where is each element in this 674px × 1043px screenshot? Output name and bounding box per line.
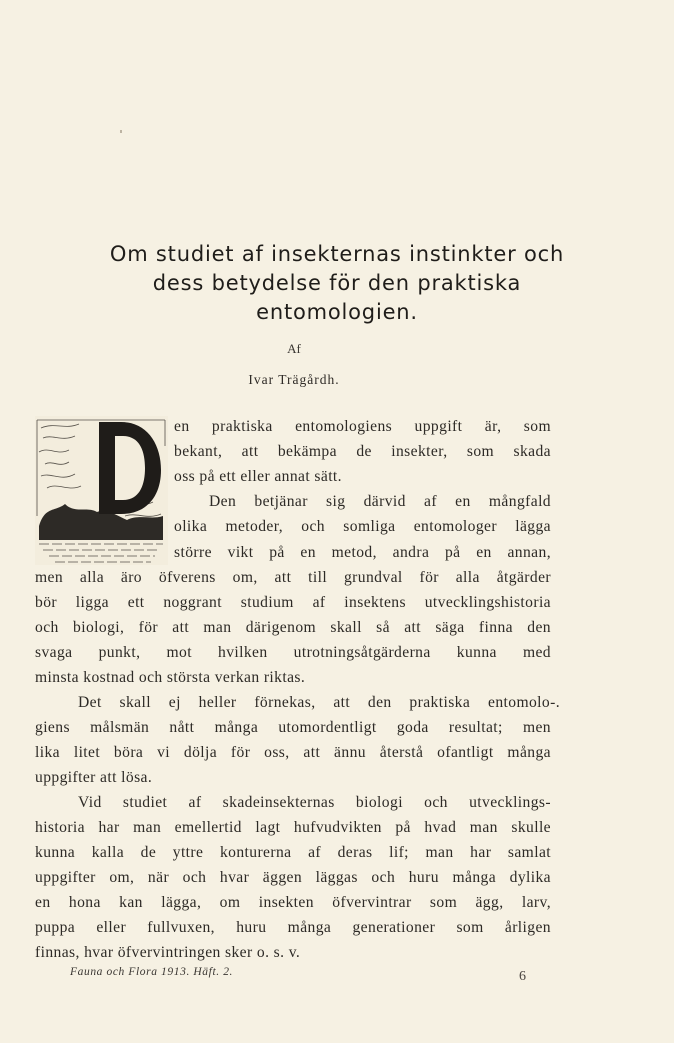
body-line-4: Den betjänar sig därvid af en mångfald [209, 493, 551, 510]
body-line-12: Det skall ej heller förnekas, att den praktiska entomolo-. [78, 694, 560, 711]
body-line-18: kunna kalla de yttre konturerna af deras lif; man har samlat [35, 844, 551, 861]
body-line-11: minsta kostnad och största verkan riktas. [35, 669, 306, 686]
body-line-20: en hona kan lägga, om insekten öfvervintrar som ägg, larv, [35, 894, 551, 911]
journal-footer: Fauna och Flora 1913. Häft. 2. [70, 966, 234, 978]
body-line-22: finnas, hvar öfvervintringen sker o. s. v. [35, 944, 301, 961]
body-line-17: historia har man emellertid lagt hufvudvikten på hvad man skulle [35, 819, 551, 836]
body-line-6: större vikt på en metod, andra på en annan, [174, 544, 551, 561]
title-line-2: dess betydelse för den praktiska [152, 271, 522, 295]
ornamental-drop-cap [35, 416, 168, 565]
body-line-5: olika metoder, och somliga entomologer lägga [174, 518, 551, 535]
body-line-8: bör ligga ett noggrant studium af insektens utvecklingshistoria [35, 594, 551, 611]
title-line-1: Om studiet af insekternas instinkter och [109, 242, 565, 266]
body-line-19: uppgifter om, när och hvar äggen läggas och huru många dylika [35, 869, 551, 886]
body-line-7: men alla äro öfverens om, att till grundval för alla åtgärder [35, 569, 551, 586]
body-line-9: och biologi, för att man därigenom skall så att säga finna den [35, 619, 551, 636]
body-line-21: puppa eller fullvuxen, huru många generationer som årligen [35, 919, 551, 936]
body-line-2: bekant, att bekämpa de insekter, som skada [174, 443, 551, 460]
body-line-3: oss på ett eller annat sätt. [174, 468, 342, 485]
body-line-10: svaga punkt, mot hvilken utrotningsåtgärderna kunna med [35, 644, 551, 661]
body-line-1: en praktiska entomologiens uppgift är, som [174, 418, 551, 435]
title-line-3: entomologien. [256, 300, 418, 324]
body-line-13: giens målsmän nått många utomordentligt goda resultat; men [35, 719, 551, 736]
article-title [20, 240, 654, 327]
byline-author: Ivar Trägårdh. [248, 372, 340, 387]
paper-speck [120, 130, 122, 133]
body-line-14: lika litet böra vi dölja för oss, att ännu återstå ofantligt många [35, 744, 551, 761]
body-line-16: Vid studiet af skadeinsekternas biologi och utvecklings- [78, 794, 551, 811]
byline-af: Af [287, 341, 301, 356]
page-number: 6 [519, 969, 526, 984]
body-line-15: uppgifter att lösa. [35, 769, 153, 786]
